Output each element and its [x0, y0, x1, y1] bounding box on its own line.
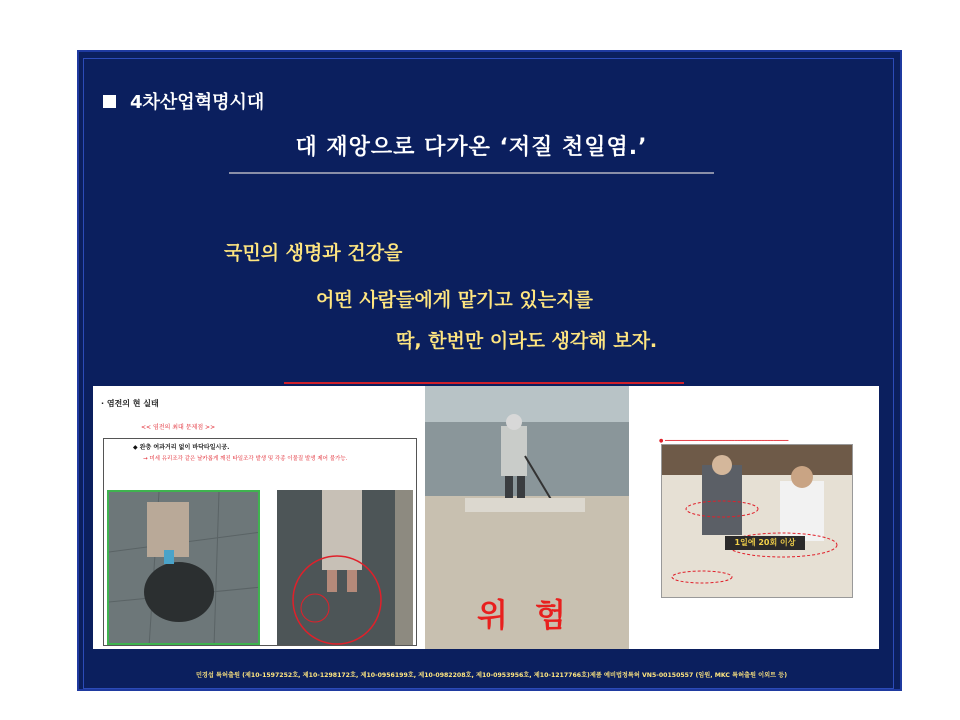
- slide: [77, 50, 902, 691]
- red-divider: [284, 382, 684, 384]
- slide-title: 대 재앙으로 다가온 ‘저질 천일염.’: [295, 135, 648, 160]
- section-heading: [103, 88, 264, 114]
- salt-farm-report-image: [93, 386, 425, 649]
- message-line-3: 딱, 한번만 이라도 생각해 보자.: [396, 330, 658, 352]
- danger-label: 위 험: [477, 596, 574, 634]
- report-subtitle: << 염전의 최대 문제점 >>: [141, 424, 216, 431]
- square-bullet-icon: [103, 95, 116, 108]
- photo-strip: [93, 386, 879, 649]
- tile-floor-photo-1-art: [109, 492, 260, 645]
- message-line-1: 국민의 생명과 건강을: [224, 242, 403, 264]
- title-underline: [229, 172, 714, 174]
- footer-patent-text: 민경섭 특허출원 (제10-1597252호, 제10-1298172호, 제10-0956199호, 제10-0982208호, 제10-0953956호, 제10-1217766호)제품 예비법정특허 VN5-00150557 (임원, MKC 특허출원 이외트 등): [195, 672, 788, 679]
- report-title: · 염전의 현 실태: [101, 399, 159, 408]
- broadcast-header: ● ━━━━━━━━━━━━━━━━━━━━━━━━━━━━━━━━━━━━━━━━━: [659, 438, 789, 444]
- tile-floor-photo-1: [107, 490, 260, 645]
- message-line-2: 어떤 사람들에게 맡기고 있는지를: [316, 289, 593, 311]
- tv-frame: [661, 444, 853, 598]
- report-note: → 미세 유리조각 같은 날카롭게 깨진 타일조각 발생 및 각종 이물질 발생 제어 불가능.: [143, 456, 348, 462]
- tv-broadcast-image: [629, 386, 879, 649]
- section-heading-text: 4차산업혁명시대: [130, 92, 265, 113]
- tv-frame-art: [662, 445, 853, 598]
- tile-floor-photo-2: [277, 490, 413, 645]
- tile-floor-photo-2-art: [277, 490, 413, 645]
- salt-field-worker-photo: [425, 386, 629, 649]
- report-bullet: ◆ 완충 여과거리 없이 바닥타일시공.: [133, 444, 230, 451]
- broadcast-banner: 1일에 20회 이상: [725, 536, 805, 550]
